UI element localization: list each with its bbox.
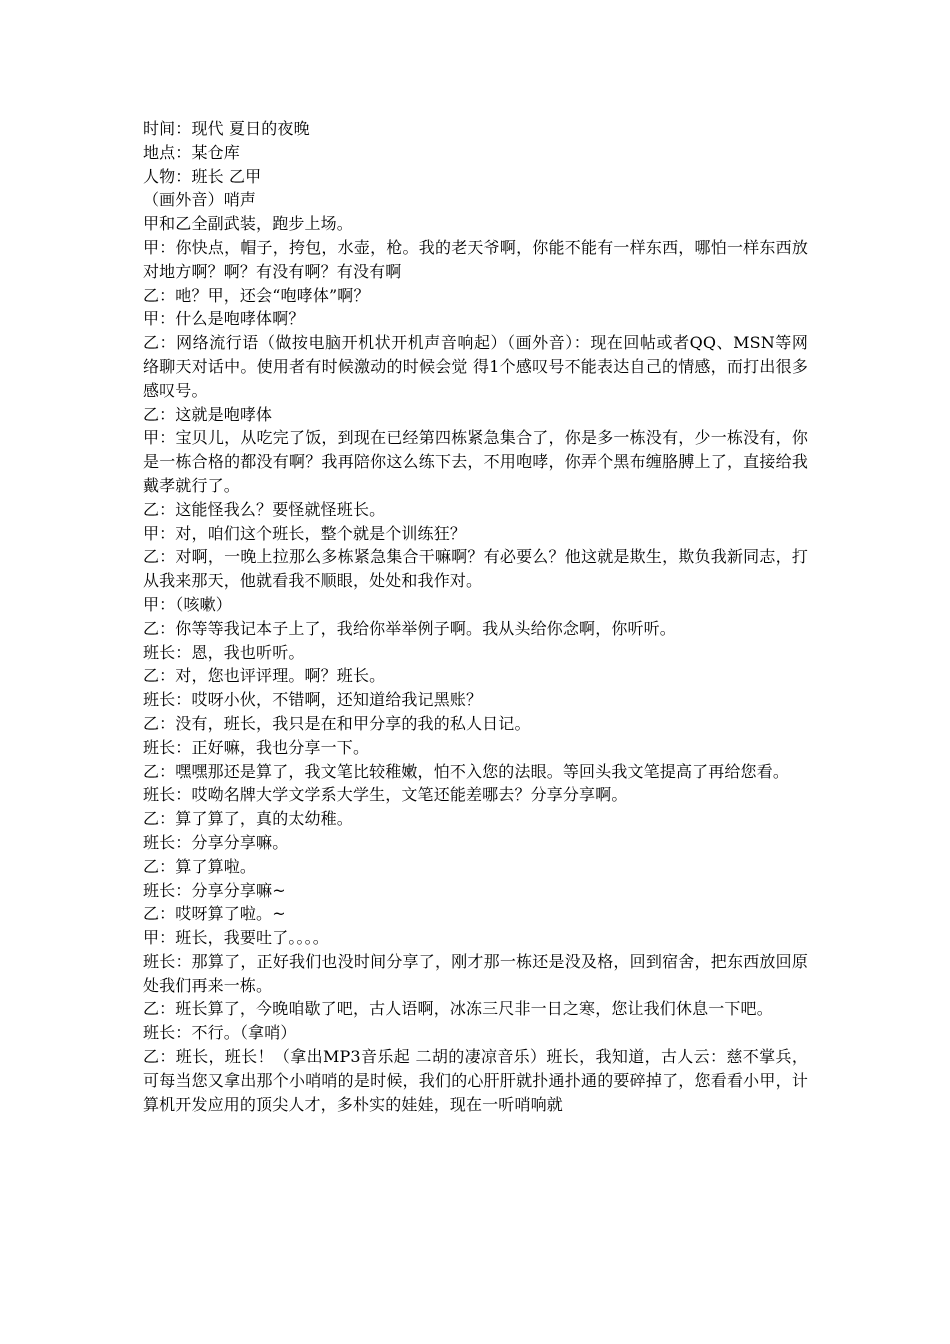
dialogue-line: 甲：班长，我要吐了。。。。 xyxy=(143,928,329,948)
dialogue-line: 乙：班长，班长！（拿出MP3音乐起 二胡的凄凉音乐）班长，我知道，古人云：慈不掌兵，可每当您又拿出那个小哨哨的是时候，我们的心肝肝就扑通扑通的要碎掉了，您看看小甲，计算机开发应用的顶尖人才，多朴实的娃娃，现在一听哨响就 xyxy=(143,1047,808,1114)
dialogue-line: 乙：对，您也评评理。啊？班长。 xyxy=(143,666,386,686)
dialogue-line: 乙：对啊，一晚上拉那么多栋紧急集合干嘛啊？有必要么？他这就是欺生，欺负我新同志，打从我来那天，他就看我不顺眼，处处和我作对。 xyxy=(143,547,808,591)
dialogue-line: 班长：分享分享嘛~ xyxy=(143,880,286,900)
para-characters: 人物：班长 乙甲 xyxy=(143,166,262,186)
dialogue-line: 乙：算了算了，真的太幼稚。 xyxy=(143,809,353,829)
dialogue-line: 乙：吔？甲，还会“咆哮体”啊？ xyxy=(143,285,370,305)
dialogue-line: 乙：这能怪我么？要怪就怪班长。 xyxy=(143,499,386,519)
dialogue-line: 班长：哎呀小伙，不错啊，还知道给我记黑账？ xyxy=(143,690,483,710)
dialogue-line: 班长：哎呦名牌大学文学系大学生，文笔还能差哪去？分享分享啊。 xyxy=(143,785,628,805)
dialogue-line: 甲：你快点，帽子，挎包，水壶，枪。我的老天爷啊，你能不能有一样东西，哪怕一样东西放对地方啊？啊？有没有啊？有没有啊 xyxy=(143,237,808,281)
dialogue-line: 乙：网络流行语（做按电脑开机状开机声音响起）（画外音）：现在回帖或者QQ、MSN等网络聊天对话中。使用者有时候激动的时候会觉 得1个感叹号不能表达自己的情感，而打出很多感叹号。 xyxy=(143,333,808,400)
dialogue-line: 乙：班长算了，今晚咱歇了吧，古人语啊，冰冻三尺非一日之寒，您让我们休息一下吧。 xyxy=(143,999,773,1019)
dialogue-line: 乙：嘿嘿那还是算了，我文笔比较稚嫩，怕不入您的法眼。等回头我文笔提高了再给您看。 xyxy=(143,761,790,781)
dialogue-line: 乙：算了算啦。 xyxy=(143,856,257,876)
dialogue-line: 甲：什么是咆哮体啊？ xyxy=(143,309,305,329)
dialogue-line: 班长：那算了，正好我们也没时间分享了，刚才那一栋还是没及格，回到宿舍，把东西放回原处我们再来一栋。 xyxy=(143,951,808,995)
dialogue-line: 乙：哎呀算了啦。~ xyxy=(143,904,286,924)
para-offscreen-sound: （画外音）哨声 xyxy=(143,190,257,210)
dialogue-line: 班长：正好嘛，我也分享一下。 xyxy=(143,737,370,757)
para-time: 时间：现代 夏日的夜晚 xyxy=(143,119,310,138)
script-text-body xyxy=(143,117,808,1116)
dialogue-line: 乙：没有，班长，我只是在和甲分享的我的私人日记。 xyxy=(143,713,531,733)
dialogue-line: 乙：你等等我记本子上了，我给你举举例子啊。我从头给你念啊，你听听。 xyxy=(143,618,676,638)
para-stage-direction: 甲和乙全副武装，跑步上场。 xyxy=(143,214,353,234)
dialogue-line: 班长：分享分享嘛。 xyxy=(143,832,289,852)
dialogue-line: 甲：对，咱们这个班长，整个就是个训练狂？ xyxy=(143,523,467,543)
dialogue-line: 乙：这就是咆哮体 xyxy=(143,404,273,424)
dialogue-line: 班长：恩，我也听听。 xyxy=(143,642,305,662)
dialogue-line: 班长：不行。（拿哨） xyxy=(143,1023,297,1043)
dialogue-line: 甲：（咳嗽） xyxy=(143,594,232,614)
para-place: 地点：某仓库 xyxy=(143,142,240,162)
dialogue-line: 甲：宝贝儿，从吃完了饭，到现在已经第四栋紧急集合了，你是多一栋没有，少一栋没有，你是一栋合格的都没有啊？我再陪你这么练下去，不用咆哮，你弄个黑布缠胳膊上了，直接给我戴孝就行了。 xyxy=(143,428,808,495)
